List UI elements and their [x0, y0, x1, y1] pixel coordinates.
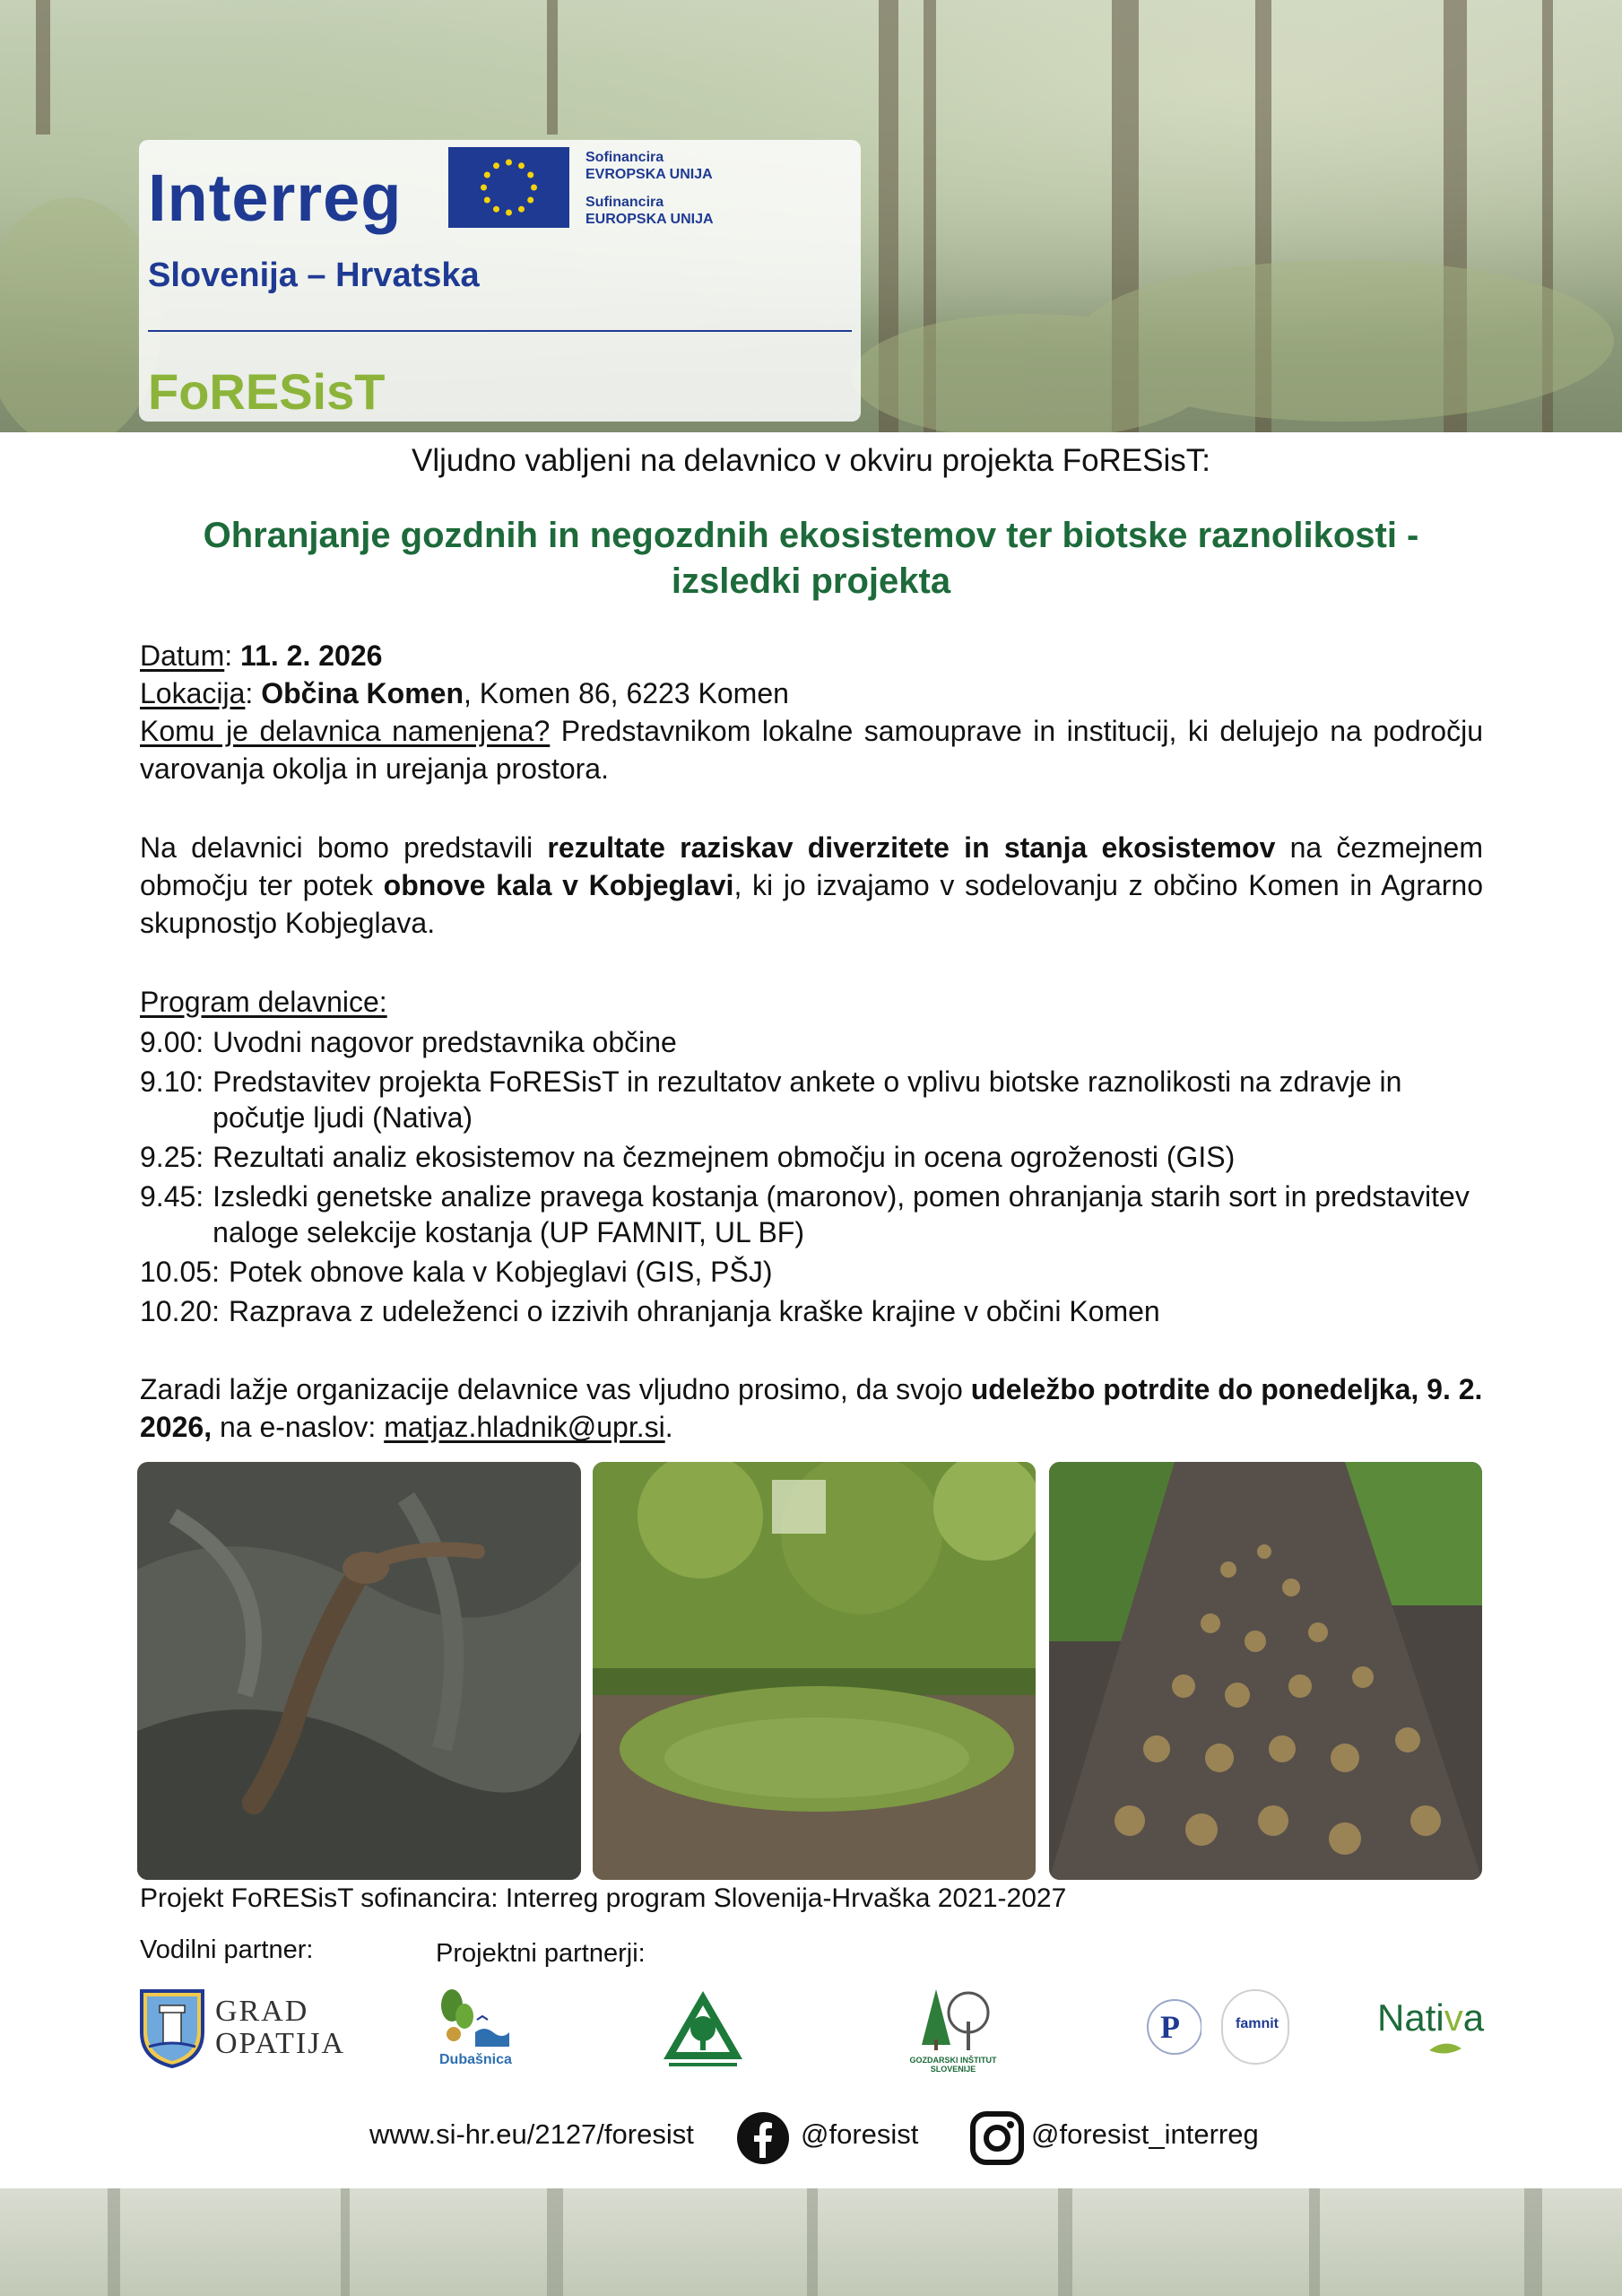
- program-item: 9.25: Rezultati analiz ekosistemov na čezmejnem območju in ocena ogroženosti (GIS): [140, 1141, 1236, 1173]
- event-details: [140, 637, 1483, 1446]
- lead-partner-label: Vodilni partner:: [140, 1935, 314, 1964]
- program-item: 9.00: Uvodni nagovor predstavnika občine: [140, 1026, 677, 1058]
- dubasnica-logo: Dubašnica: [434, 1986, 509, 2072]
- photo-newt: [137, 1462, 581, 1880]
- invitation-line: Vljudno vabljeni na delavnico v okviru projekta FoRESisT:: [411, 443, 1210, 478]
- facebook-icon[interactable]: [736, 2111, 790, 2165]
- leaf-icon: [1427, 2039, 1463, 2056]
- program-item: 10.05: Potek obnove kala v Kobjeglavi (GIS, PŠJ): [140, 1256, 773, 1288]
- trees-icon: [897, 1986, 1010, 2054]
- cofinance-text: Projekt FoRESisT sofinancira: Interreg program Slovenija-Hrvaška 2021-2027: [140, 1883, 1067, 1913]
- program-item: 9.10: Predstavitev projekta FoRESisT in rezultatov ankete o vplivu biotske raznolikosti na zdravje in počutje ljudi (Nativa): [140, 1065, 1402, 1134]
- intro-paragraph: Na delavnici bomo predstavili rezultate raziskav diverzitete in stanja ekosistemov na čezmejnem območju ter potek obnove kala v Kobjeglavi, ki jo izvajamo v sodelovanju z občino Komen in Agrarno skupnostjo Kobjeglava.: [140, 831, 1484, 939]
- footer-banner: [0, 2188, 1622, 2296]
- triangle-tree-icon: [660, 1987, 746, 2072]
- hrvatski-sumarski-institut-logo: [660, 1987, 746, 2072]
- location-line: Lokacija: Občina Komen, Komen 86, 6223 Komen: [140, 677, 789, 709]
- event-title: Ohranjanje gozdnih in negozdnih ekosistemov ter biotske raznolikosti - izsledki projekta: [203, 516, 1419, 601]
- program-item: 9.45: Izsledki genetske analize pravega kostanja (maronov), pomen ohranjanja starih sort in predstavitev naloge selekcije kostanja (UP FAMNIT, UL BF): [140, 1180, 1470, 1248]
- upr-emblem-icon: [1144, 1986, 1201, 2068]
- photo-chestnuts: [1049, 1462, 1482, 1880]
- logo-divider: [148, 330, 852, 332]
- program-item: 10.20: Razprava z udeleženci o izzivih ohranjanja kraške krajine v občini Komen: [140, 1295, 1160, 1327]
- eu-flag-icon: [448, 147, 569, 228]
- svg-text:P: P: [1160, 2009, 1180, 2045]
- interreg-logo-panel: [139, 140, 861, 422]
- interreg-logo: Interreg: [148, 161, 403, 235]
- instagram-handle[interactable]: @foresist_interreg: [1031, 2118, 1259, 2150]
- facebook-handle[interactable]: @foresist: [801, 2118, 919, 2150]
- program-region: Slovenija – Hrvatska: [148, 257, 480, 294]
- nativa-logo: Nativa: [1377, 1996, 1484, 2039]
- oak-leaf-icon: [434, 1986, 509, 2054]
- project-logo: FoRESisT: [148, 363, 386, 420]
- eu-cofinance-text: Sofinancira EVROPSKA UNIJA Sufinancira EUROPSKA UNIJA: [585, 150, 714, 227]
- partners-label: Projektni partnerji:: [436, 1939, 646, 1968]
- upr-famnit-logo: P famnit: [1144, 1986, 1289, 2072]
- date-line: Datum: 11. 2. 2026: [140, 639, 383, 672]
- gozdarski-institut-logo: GOZDARSKI INŠTITUT SLOVENIJE: [897, 1986, 1010, 2072]
- instagram-icon[interactable]: [970, 2111, 1024, 2165]
- opatija-coat-of-arms-icon: [138, 1987, 206, 2068]
- email-link[interactable]: matjaz.hladnik@upr.si: [384, 1411, 665, 1443]
- photo-pond: [593, 1462, 1036, 1880]
- social-links: [0, 2111, 1622, 2165]
- forest-footer-background: [0, 2188, 1622, 2296]
- photo-strip: [137, 1462, 1482, 1880]
- website-link[interactable]: www.si-hr.eu/2127/foresist: [369, 2118, 694, 2150]
- header-banner: [0, 0, 1622, 432]
- registration-paragraph: Zaradi lažje organizacije delavnice vas vljudno prosimo, da svojo udeležbo potrdite do ponedeljka, 9. 2. 2026, na e-naslov: matjaz.hladnik@upr.si.: [140, 1373, 1483, 1443]
- audience-line: Komu je delavnica namenjena? Predstavnikom lokalne samouprave in institucij, ki delujejo na področju varovanja okolja in urejanja prostora.: [140, 715, 1484, 785]
- program-title: Program delavnice:: [140, 986, 387, 1018]
- grad-opatija-logo: GRAD OPATIJA: [138, 1987, 335, 2068]
